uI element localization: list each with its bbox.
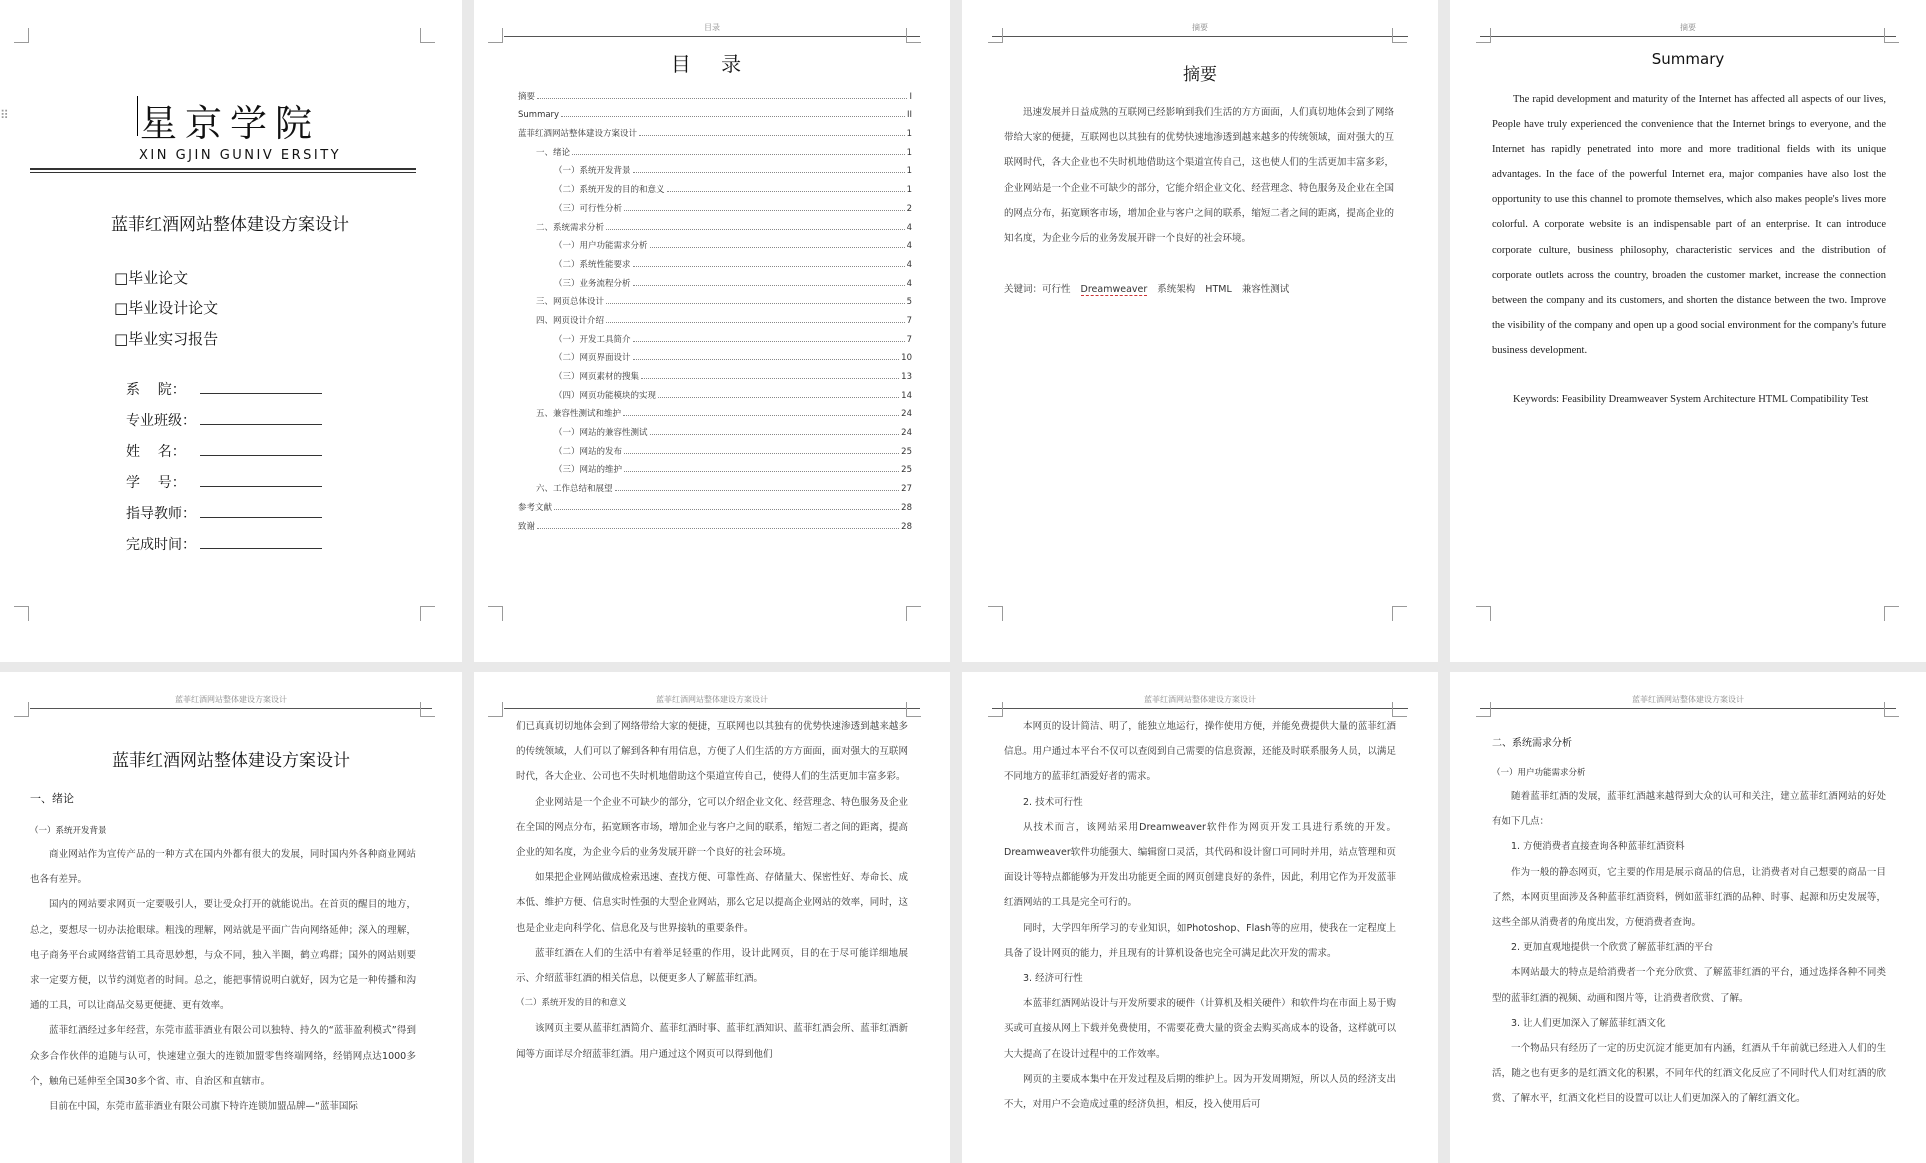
page-cover <box>0 0 462 662</box>
list-heading: 2. 技术可行性 <box>1023 796 1083 808</box>
paragraph: 企业网站是一个企业不可缺少的部分，它可以介绍企业文化、经营理念、特色服务及企业在全国的网点分布，拓宽顾客市场，增加企业与客户之间的联系，缩短二者之间的距离，提高企业的知名度，为企业今后的业务发展开辟一个良好的社会环境。 <box>516 796 908 859</box>
keyword: 可行性 <box>1042 284 1071 295</box>
checkbox-design-thesis[interactable]: □毕业设计论文 <box>114 299 219 317</box>
cover-rule <box>30 168 416 170</box>
page-toc <box>474 0 950 662</box>
school-name-en: XIN GJIN GUNIV ERSITY <box>139 148 342 163</box>
toc-entry-title: Summary <box>518 110 560 121</box>
toc-leader <box>572 154 905 155</box>
keyword: 系统架构 <box>1157 284 1196 295</box>
paragraph: 本网站最大的特点是给消费者一个充分欣赏、了解蓝菲红酒的平台，通过选择各种不同类型的蓝菲红酒的视频、动画和图片等，让消费者欣赏、了解。 <box>1492 967 1886 1004</box>
paragraph: 如果把企业网站做成检索迅速、查找方便、可靠性高、存储量大、保密性好、寿命长、成本低、维护方便、信息实时性强的大型企业网站，那么它足以提高企业网站的效率，同时，这也是企业走向科学化、信息化及与世界接轨的重要条件。 <box>516 872 908 934</box>
paragraph: 蓝菲红酒在人们的生活中有着举足轻重的作用，设计此网页，目的在于尽可能详细地展示、介绍蓝菲红酒的相关信息，以便更多人了解蓝菲红酒。 <box>516 947 908 985</box>
field-advisor <box>126 503 322 523</box>
field-blank[interactable] <box>200 381 322 394</box>
checkbox-internship-report[interactable]: □毕业实习报告 <box>114 330 219 348</box>
field-blank[interactable] <box>200 443 322 456</box>
field-blank[interactable] <box>200 474 322 487</box>
toc-entry[interactable] <box>518 195 912 214</box>
toc-leader <box>537 98 907 99</box>
toc-entry[interactable] <box>518 513 912 532</box>
field-blank[interactable] <box>200 412 322 425</box>
field-label: 指导教师： <box>126 506 196 522</box>
toc-entry[interactable] <box>518 233 912 252</box>
toc-leader <box>633 359 900 360</box>
toc-entry[interactable] <box>518 419 912 438</box>
toc-entry-title: （三）可行性分析 <box>554 203 623 214</box>
toc-entry-title: （一）系统开发背景 <box>554 166 631 177</box>
toc-leader <box>615 490 900 491</box>
keyword: Dreamweaver <box>1080 284 1148 295</box>
subsection-heading: （二）系统开发的目的和意义 <box>516 998 627 1009</box>
paragraph: 随着蓝菲红酒的发展，蓝菲红酒越来越得到大众的认可和关注，建立蓝菲红酒网站的好处有如下几点： <box>1492 791 1886 828</box>
toc-entry-title: 蓝菲红酒网站整体建设方案设计 <box>518 129 638 140</box>
toc-leader <box>633 285 905 286</box>
field-label: 专业班级： <box>126 413 196 429</box>
paragraph: 目前在中国，东莞市蓝菲酒业有限公司旗下特许连锁加盟品牌—“蓝菲国际 <box>49 1101 358 1113</box>
toc-entry-page: 7 <box>906 315 912 326</box>
section-heading: 二、系统需求分析 <box>1492 738 1572 749</box>
toc-entry[interactable] <box>518 307 912 326</box>
toc-entry-title: （一）网站的兼容性测试 <box>554 428 648 439</box>
toc-leader <box>624 453 899 454</box>
toc-entry[interactable] <box>518 102 912 121</box>
abstract-keywords <box>1004 281 1299 295</box>
summary-title: Summary <box>1651 50 1725 68</box>
toc-leader <box>650 247 905 248</box>
toc-entry-page: 27 <box>901 484 912 495</box>
school-name-cn: 星京学院 <box>140 102 320 145</box>
toc-entry-title: （二）网页界面设计 <box>554 353 631 364</box>
keyword: HTML <box>1205 284 1232 295</box>
list-heading: 3. 经济可行性 <box>1023 973 1083 985</box>
toc-entry-title: 一、绪论 <box>536 147 571 158</box>
field-class <box>126 410 322 430</box>
cover-title: 蓝菲红酒网站整体建设方案设计 <box>111 215 349 235</box>
page-5 <box>0 672 462 1163</box>
toc-leader <box>667 191 905 192</box>
toc-entry[interactable] <box>518 214 912 233</box>
toc-leader <box>641 378 899 379</box>
toc-entry[interactable] <box>518 289 912 308</box>
toc-entry[interactable] <box>518 326 912 345</box>
toc-entry[interactable] <box>518 158 912 177</box>
field-label: 姓 名： <box>126 444 186 460</box>
section-heading: 一、绪论 <box>30 792 74 805</box>
drag-handle-icon[interactable]: ⠿ <box>0 108 9 122</box>
page-header: 摘要 <box>1480 22 1896 37</box>
toc-entry-page: 4 <box>906 259 912 270</box>
toc-entry-page: 25 <box>901 465 912 476</box>
paragraph: 网页的主要成本集中在开发过程及后期的维护上。因为开发周期短，所以人员的经济支出不大，对用户不会造成过重的经济负担，相反，投入使用后可 <box>1004 1073 1396 1111</box>
toc-entry[interactable] <box>518 270 912 289</box>
toc-entry[interactable] <box>518 251 912 270</box>
cover-rule <box>30 172 416 173</box>
toc-entry-title: 五、兼容性测试和维护 <box>536 409 622 420</box>
toc-entry-page: 4 <box>906 241 912 252</box>
toc-entry-title: （一）开发工具简介 <box>554 334 631 345</box>
page-7 <box>962 672 1438 1163</box>
toc-entry-page: 14 <box>901 390 912 401</box>
toc-leader <box>554 509 899 510</box>
field-label: 学 号： <box>126 475 186 491</box>
toc-leader <box>633 341 905 342</box>
paragraph: 本网页的设计简洁、明了，能独立地运行，操作使用方便，并能免费提供大量的蓝菲红酒信息。用户通过本平台不仅可以查阅到自己需要的信息资源，还能及时联系服务人员，以满足不同地方的蓝菲红酒爱好者的需求。 <box>1004 721 1396 783</box>
toc-entry-title: 三、网页总体设计 <box>536 297 605 308</box>
body-text <box>516 714 908 1067</box>
page-abstract-en <box>1450 0 1926 662</box>
page-header: 蓝菲红酒网站整体建设方案设计 <box>1480 694 1896 709</box>
body-text <box>30 842 416 1119</box>
page-header: 蓝菲红酒网站整体建设方案设计 <box>30 694 432 709</box>
toc-entry-page: 1 <box>906 166 912 177</box>
field-completion-date <box>126 534 322 554</box>
toc-leader <box>606 322 905 323</box>
toc-entry[interactable] <box>518 120 912 139</box>
toc-entry-page: 1 <box>906 129 912 140</box>
toc-entry-page: 28 <box>901 502 912 513</box>
paragraph: 们已真真切切地体会到了网络带给大家的便捷，互联网也以其独有的优势快速渗透到越来越多的传统领域，人们可以了解到各种有用信息，方便了人们生活的方方面面，面对强大的互联网时代，各大企业、公司也不失时机地借助这个渠道宣传自己，使得人们的生活更加丰富多彩。 <box>516 721 908 783</box>
paragraph: 该网页主要从蓝菲红酒简介、蓝菲红酒时事、蓝菲红酒知识、蓝菲红酒会所、蓝菲红酒新闻等方面详尽介绍蓝菲红酒。用户通过这个网页可以得到他们 <box>516 1023 908 1060</box>
body-text <box>1492 784 1886 1112</box>
page-header: 蓝菲红酒网站整体建设方案设计 <box>504 694 920 709</box>
checkbox-thesis[interactable]: □毕业论文 <box>114 269 189 287</box>
toc-leader <box>658 397 899 398</box>
page-header: 目录 <box>504 22 920 37</box>
toc-leader <box>561 116 905 117</box>
toc-entry-title: 致谢 <box>518 521 536 532</box>
page-header: 摘要 <box>992 22 1408 37</box>
toc-entry-title: （三）网站的维护 <box>554 465 623 476</box>
toc-entry-page: 1 <box>906 147 912 158</box>
toc-entry-title: （四）网页功能模块的实现 <box>554 390 657 401</box>
toc-entry[interactable] <box>518 83 912 102</box>
toc-leader <box>639 135 905 136</box>
paragraph: 蓝菲红酒经过多年经营，东莞市蓝菲酒业有限公司以独特、持久的“蓝菲盈利模式”得到众多合作伙伴的追随与认可，快速建立强大的连锁加盟零售终端网络，经销网点达1000多个，触角已延伸至全国30多个省、市、自治区和直辖市。 <box>30 1025 416 1087</box>
toc-entry-title: （二）网站的发布 <box>554 446 623 457</box>
toc-leader <box>633 172 905 173</box>
toc-entry-title: 二、系统需求分析 <box>536 222 605 233</box>
field-label: 完成时间： <box>126 537 196 553</box>
list-heading: 2. 更加直观地提供一个欣赏了解蓝菲红酒的平台 <box>1511 942 1714 954</box>
page-6 <box>474 672 950 1163</box>
toc-entry-title: （一）用户功能需求分析 <box>554 241 648 252</box>
body-text <box>1004 714 1396 1117</box>
toc-entry-title: （二）系统性能要求 <box>554 259 631 270</box>
toc-leader <box>606 229 905 230</box>
text-cursor <box>137 96 138 136</box>
page-header: 蓝菲红酒网站整体建设方案设计 <box>992 694 1408 709</box>
field-blank[interactable] <box>200 536 322 549</box>
toc-leader <box>624 471 899 472</box>
toc-entry-page: 28 <box>901 521 912 532</box>
toc-entry[interactable] <box>518 457 912 476</box>
toc-entry-page: 4 <box>906 222 912 233</box>
toc-entry[interactable] <box>518 382 912 401</box>
toc-entry[interactable] <box>518 363 912 382</box>
toc-entry[interactable] <box>518 494 912 513</box>
toc-entry-title: 六、工作总结和展望 <box>536 484 613 495</box>
summary-keywords: Keywords: Feasibility Dreamweaver System Architecture HTML Compatibility Test <box>1513 394 1869 405</box>
toc-entry-title: （三）业务流程分析 <box>554 278 631 289</box>
abstract-title: 摘要 <box>1183 65 1217 85</box>
summary-body: The rapid development and maturity of the Internet has affected all aspects of our lives, People have truly experienced the convenience that the Internet brings to everyone, and the Internet has rapidly penetrated into more and more traditional fields with its unique advantages. In the face of the powerful Internet era, major companies have also lost the opportunity to use this channel to promote themselves, which also makes people's lives more colorful. A corporate website is an indispensable part of an enterprise. It can introduce corporate culture, business philosophy, characteristic services and the distribution of corporate outlets across the country, broaden the customer market, increase the connection between the company and its customers, and shorten the distance between the two. Improve the visibility of the company and open up a good social environment for the company's future business development. <box>1492 94 1886 356</box>
toc-entry-page: 13 <box>901 372 912 382</box>
toc-entry-page: 4 <box>906 278 912 289</box>
toc-entry-page: 5 <box>906 297 912 308</box>
toc-entry-page: 1 <box>906 185 912 196</box>
paragraph: 从技术而言，该网站采用Dreamweaver软件作为网页开发工具进行系统的开发。Dreamweaver软件功能强大、编辑窗口灵活，其代码和设计窗口可同时并用，站点管理和页面设计等特点都能够为开发出功能更全面的网页创建良好的条件，因此，利用它作为开发蓝菲红酒网站的工具是完全可行的。 <box>1004 821 1396 909</box>
keyword: 兼容性测试 <box>1241 284 1290 295</box>
toc-title: 目 录 <box>670 52 754 76</box>
toc-entry-page: 24 <box>901 409 912 420</box>
toc-entry-title: 参考文献 <box>518 502 553 513</box>
page-abstract-cn <box>962 0 1438 662</box>
abstract-body: 迅速发展并日益成熟的互联网已经影响到我们生活的方方面面，人们真切地体会到了网络带给大家的便捷，互联网也以其独有的优势快速地渗透到越来越多的传统领域，面对强大的互联网时代，各大企业也不失时机地借助这个渠道宣传自己，这也使人们的生活更加丰富多彩，企业网站是一个企业不可缺少的部分，它能介绍企业文化、经营理念、特色服务及企业在全国的网点分布，拓宽顾客市场，增加企业与客户之间的联系，缩短二者之间的距离，提高企业的知名度，为企业今后的业务发展开辟一个良好的社会环境。 <box>1004 107 1394 245</box>
field-department <box>126 379 322 399</box>
toc-entry-page: 2 <box>906 203 912 214</box>
paragraph: 作为一般的静态网页，它主要的作用是展示商品的信息，让消费者对自己想要的商品一目了然，本网页里面涉及各种蓝菲红酒资料，例如蓝菲红酒的品种、时事、起源和历史发展等，这些全部从消费者的角度出发，方便消费者查询。 <box>1492 866 1886 929</box>
subsection-heading: （一）用户功能需求分析 <box>1492 768 1586 778</box>
toc-entry-title: 摘要 <box>518 91 536 102</box>
list-heading: 3. 让人们更加深入了解蓝菲红酒文化 <box>1511 1017 1666 1029</box>
toc-entry-title: 四、网页设计介绍 <box>536 315 605 326</box>
paragraph: 一个物品只有经历了一定的历史沉淀才能更加有内涵，红酒从千年前就已经进入人们的生活，随之也有更多的是红酒文化的积累，不同年代的红酒文化反应了不同时代人们对红酒的欣赏、了解水平，红酒文化栏目的设置可以让人们更加深入的了解红酒文化。 <box>1492 1043 1886 1105</box>
toc-entry[interactable] <box>518 401 912 420</box>
toc-entry-page: 25 <box>901 446 912 457</box>
chapter-title: 蓝菲红酒网站整体建设方案设计 <box>112 751 350 771</box>
field-blank[interactable] <box>200 505 322 518</box>
toc-entry-page: 10 <box>901 353 912 364</box>
toc-leader <box>623 415 899 416</box>
subsection-heading: （一）系统开发背景 <box>30 826 107 836</box>
toc-entry-page: II <box>906 110 912 121</box>
toc-leader <box>537 528 899 529</box>
toc-leader <box>606 303 905 304</box>
paragraph: 同时，大学四年所学习的专业知识，如Photoshop、Flash等的应用，使我在一定程度上具备了设计网页的能力，并且现有的计算机设备也完全可满足此次开发的需求。 <box>1004 922 1396 959</box>
toc-entry-title: （三）网页素材的搜集 <box>554 372 640 382</box>
toc-leader <box>624 210 905 211</box>
keywords-label: 关键词： <box>1004 284 1043 295</box>
field-name <box>126 441 322 461</box>
toc-entry[interactable] <box>518 438 912 457</box>
toc-entry[interactable] <box>518 345 912 364</box>
toc-list <box>518 83 912 532</box>
toc-entry-page: I <box>909 91 912 102</box>
toc-leader <box>650 434 900 435</box>
toc-leader <box>633 266 905 267</box>
toc-entry[interactable] <box>518 475 912 494</box>
toc-entry[interactable] <box>518 176 912 195</box>
paragraph: 本蓝菲红酒网站设计与开发所要求的硬件（计算机及相关硬件）和软件均在市面上易于购买或可直接从网上下载并免费使用，不需要花费大量的资金去购买高成本的设备，这样就可以大大提高了在设计过程中的工作效率。 <box>1004 998 1396 1060</box>
field-label: 系 院： <box>126 382 186 398</box>
page-8 <box>1450 672 1926 1163</box>
toc-entry[interactable] <box>518 139 912 158</box>
list-heading: 1. 方便消费者直接查询各种蓝菲红酒资料 <box>1511 841 1685 853</box>
paragraph: 商业网站作为宣传产品的一种方式在国内外都有很大的发展，同时国内外各种商业网站也各有差异。 <box>30 849 416 886</box>
toc-entry-title: （二）系统开发的目的和意义 <box>554 185 665 196</box>
toc-entry-page: 24 <box>901 428 912 439</box>
field-student-id <box>126 472 322 492</box>
paragraph: 国内的网站要求网页一定要吸引人，要让受众打开的就能说出。在首页的醒目的地方，总之，要想尽一切办法抢眼球。粗浅的理解，网站就是平面广告向网络延伸；深入的理解，电子商务平台或网络营销工具奇思妙想，与众不同，独入半圈，鹤立鸡群；国外的网站则要求一定要方便，以节约浏览者的时间。总之，能把事情说明白就好，因为它是一种传播和沟通的工具，可以让商品交易更便捷、更有效率。 <box>30 899 416 1012</box>
toc-entry-page: 7 <box>906 334 912 345</box>
